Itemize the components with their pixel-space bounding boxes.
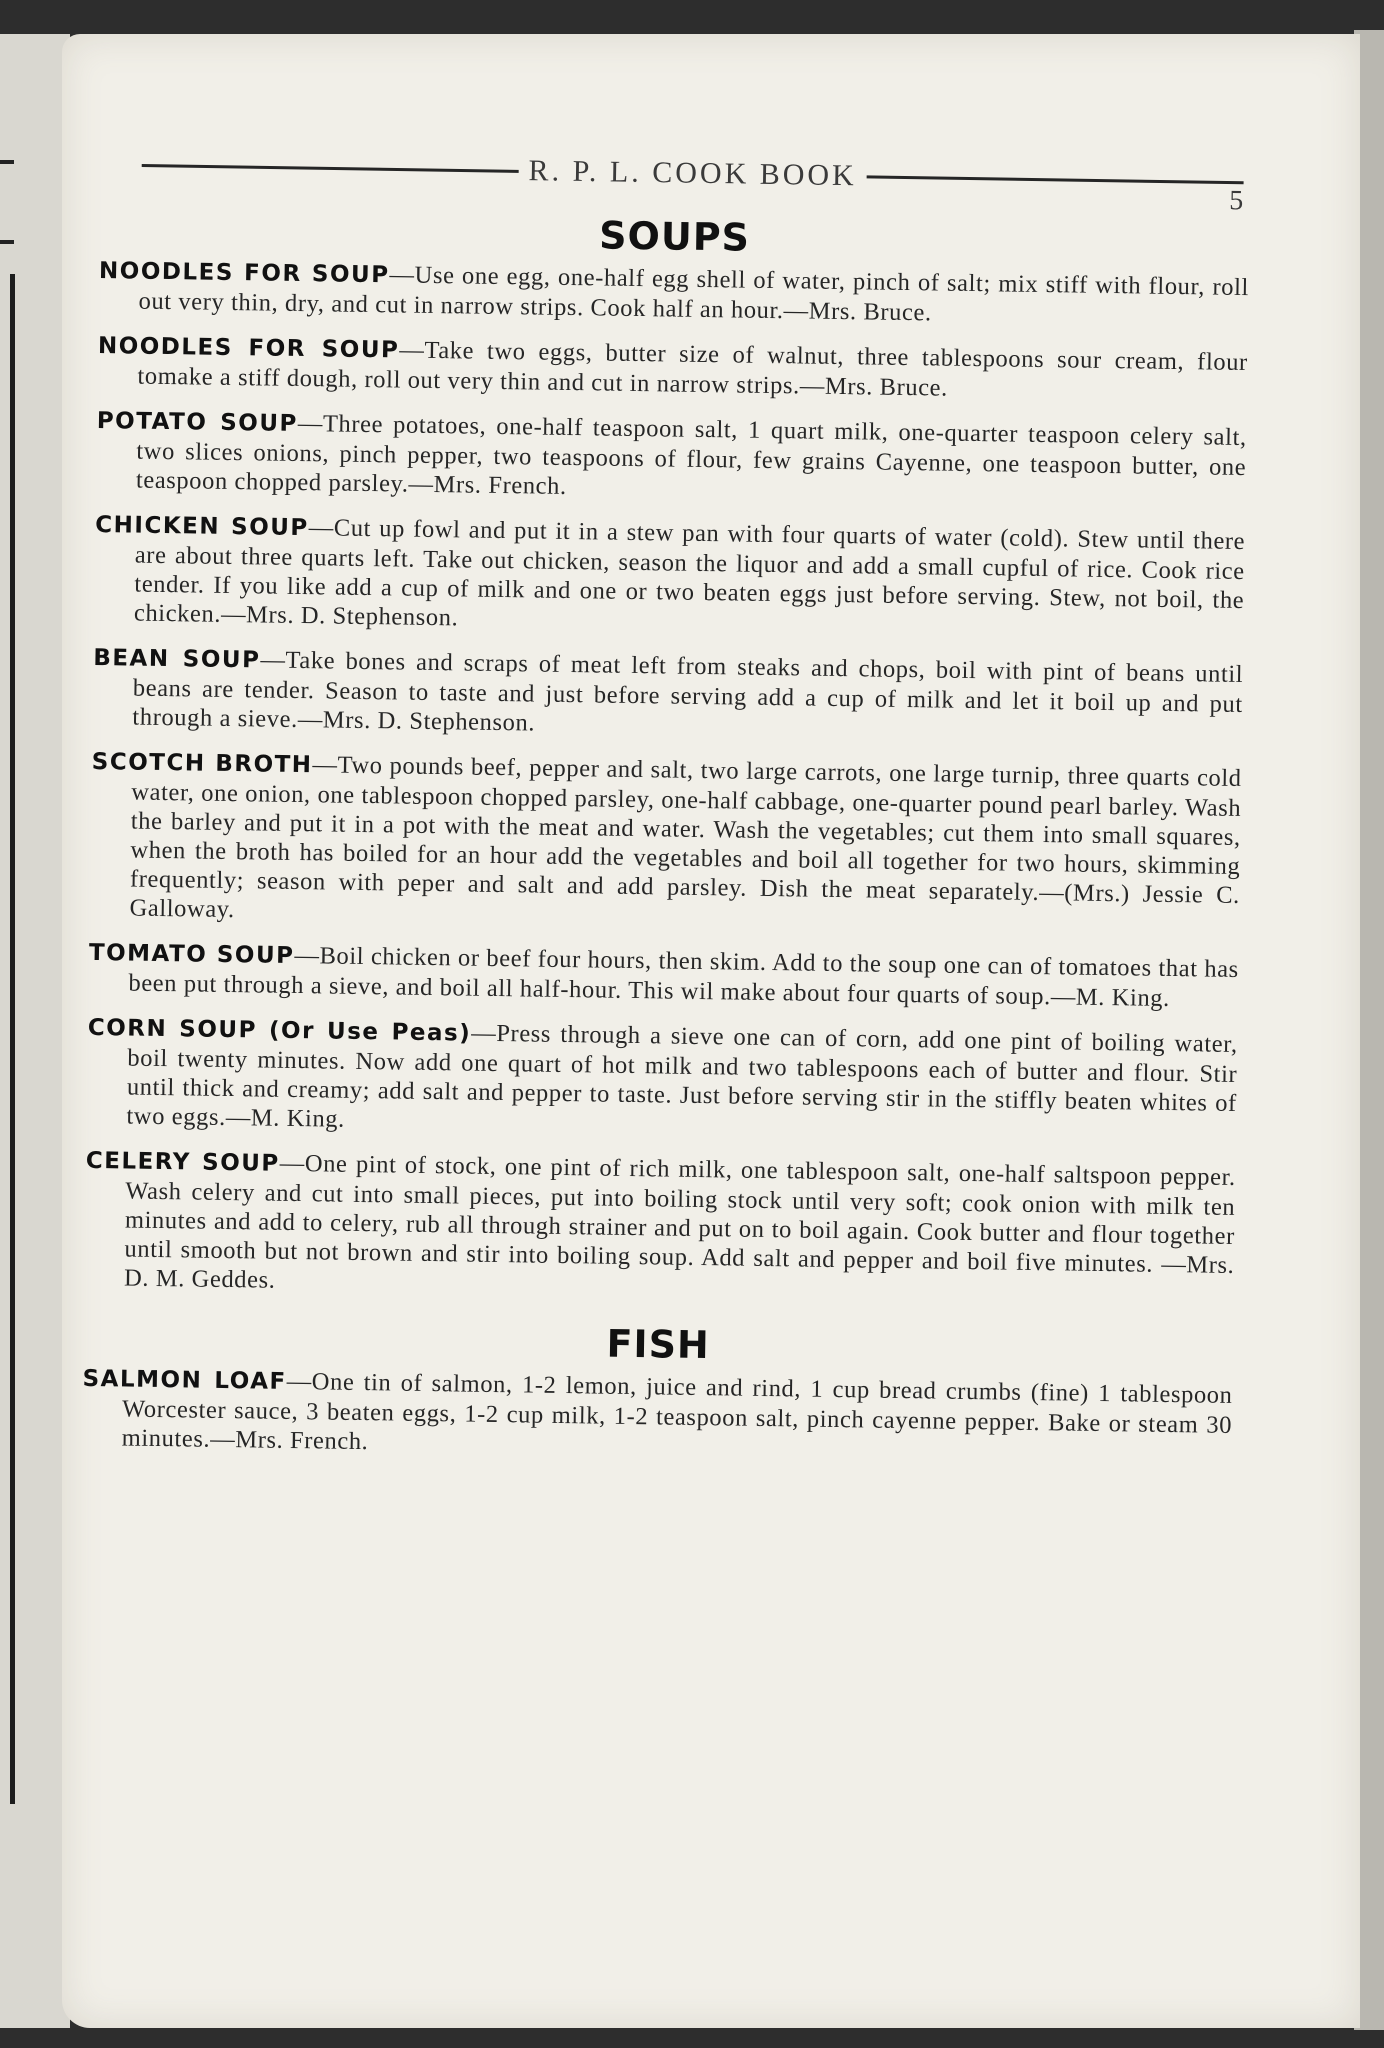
recipe-title: SALMON LOAF: [82, 1365, 287, 1395]
recipe: [98, 256, 1249, 332]
recipe-text: —One pint of stock, one pint of rich milk, one tablespoon salt, one-half saltspoon pepper. Wash celery and cut into small pieces, put into boiling stock until very soft; cook onion with milk ten minutes and add to celery, rub all through strainer and put on to boil again. Cook butter and flour together until smooth but not brown and stir into boiling soup. Add salt and pepper and boil five minutes. —Mrs. D. M. Geddes.: [123, 1149, 1236, 1294]
recipe-title: CORN SOUP (Or Use Peas): [87, 1014, 472, 1047]
recipe: [88, 938, 1239, 1014]
recipe: [89, 747, 1241, 939]
spine-mark: [0, 240, 14, 244]
page-content: [81, 206, 1250, 1485]
recipe-title: TOMATO SOUP: [88, 939, 295, 969]
recipe-text: —Take bones and scraps of meat left from steaks and chops, boil with pint of beans until beans are tender. Season to taste and just before serving add a cup of milk and let it boil up and put through a sieve.—Mrs. D. Stephenson.: [132, 646, 1244, 737]
recipe: [94, 510, 1246, 644]
recipe: [92, 643, 1243, 748]
recipe-title: CELERY SOUP: [85, 1147, 280, 1177]
recipe-title: NOODLES FOR SOUP: [98, 257, 390, 289]
recipe-title: POTATO SOUP: [96, 407, 299, 437]
recipe-title: SCOTCH BROTH: [91, 748, 313, 779]
recipe-title: BEAN SOUP: [93, 644, 261, 674]
recipe-text: —Three potatoes, one-half teaspoon salt, 1 quart milk, one-quarter teaspoon celery salt, two slices onions, pinch pepper, two teaspoons of flour, few grains Cayenne, one teaspoon butter, one teaspoon chopped parsley.—Mrs. French.: [135, 409, 1247, 500]
recipe: [84, 1146, 1236, 1309]
recipe: [96, 406, 1247, 511]
recipe-text: —One tin of salmon, 1-2 lemon, juice and rind, 1 cup bread crumbs (fine) 1 tablespoon Worcester sauce, 3 beaten eggs, 1-2 cup milk, 1-2 teaspoon salt, pinch cayenne pepper. Bake or steam 30 minutes.—Mrs. French.: [121, 1367, 1233, 1456]
recipe-text: —Press through a sieve one can of corn, add one pint of boiling water, boil twenty minutes. Now add one quart of hot milk and two tablespoons each of butter and flour. Stir until thick and creamy; add salt and pepper to taste. Just before serving stir in the stiffly beaten whites of two eggs.—M. King.: [126, 1019, 1238, 1133]
page-number: 5: [1229, 185, 1244, 217]
section-heading-soups: SOUPS: [598, 213, 751, 260]
recipe-text: —Boil chicken or beef four hours, then skim. Add to the soup one can of tomatoes that has been put through a sieve, and boil all half-hour. This wil make about four quarts of soup.—M. King.: [128, 941, 1240, 1012]
recipe-text: —Take two eggs, butter size of walnut, three tablespoons sour cream, flour tomake a stiff dough, roll out very thin and cut in narrow strips.—Mrs. Bruce.: [137, 336, 1248, 402]
recipe: [86, 1013, 1238, 1147]
book-spine-edge: [0, 34, 70, 2028]
book-title-text: R. P. L. COOK BOOK: [518, 154, 867, 192]
spine-binding: [10, 274, 15, 1804]
recipe-title: CHICKEN SOUP: [95, 511, 309, 542]
recipe: [82, 1364, 1233, 1469]
section-heading-fish: FISH: [606, 1321, 711, 1368]
recipe-title: NOODLES FOR SOUP: [97, 332, 400, 364]
spine-mark: [0, 160, 14, 164]
recipe: [97, 331, 1248, 407]
recipe-text: —Use one egg, one-half egg shell of water, pinch of salt; mix stiff with flour, roll out very thin, dry, and cut in narrow strips. Cook half an hour.—Mrs. Bruce.: [138, 261, 1250, 327]
recipe-text: —Cut up fowl and put it in a stew pan with four quarts of water (cold). Stew until there are about three quarts left. Take out chicken, season the liquor and add a small cupful of rice. Cook rice tender. If you like add a cup of milk and one or two beaten eggs just before serving. Stew, not boil, the chicken.—Mrs. D. Stephenson.: [133, 514, 1246, 632]
recipe-text: —Two pounds beef, pepper and salt, two large carrots, one large turnip, three quarts cold water, one onion, one tablespoon chopped parsley, one-half cabbage, one-quarter pound pearl barley. Wash the barley and put it in a pot with the meat and water. Wash the vegetables; cut them into small squares, when the broth has boiled for an hour add the vegetables and boil all together for two hours, skimming frequently; season with peper and salt and add parsley. Dish the meat separately.—(Mrs.) Jessie C. Galloway.: [129, 751, 1242, 924]
